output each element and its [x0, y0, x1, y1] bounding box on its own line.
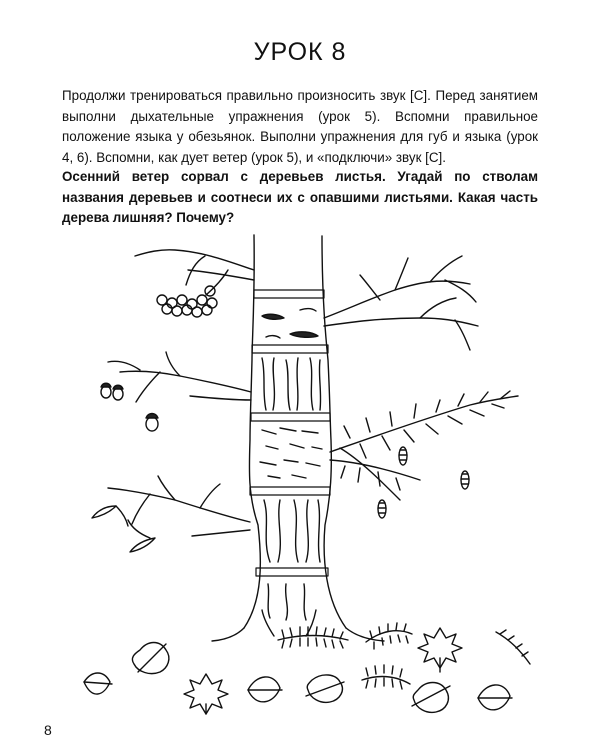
intro-paragraph: Продолжи тренироваться правильно произносить звук [С]. Перед занятием выполни дыхательные упражнения (урок 5). Вспомни правильное положение языка у обезьянок. Выполни упражнения для губ и языка (урок 4, 6). Вспомни, как дует ветер (урок 5), и «подключи» звук [С]. — [62, 88, 538, 165]
lesson-title: УРОК 8 — [253, 38, 347, 66]
page-number: 8 — [44, 722, 52, 738]
rowan-branch — [135, 250, 254, 317]
pine-branch — [330, 391, 518, 518]
pine-bark-section — [260, 428, 322, 478]
oak-branch — [101, 352, 251, 431]
birch-branch — [324, 256, 478, 350]
ash-bark-section — [268, 584, 306, 620]
fallen-leaves — [84, 623, 530, 714]
maple-bark-section — [264, 500, 320, 562]
oak-bark-section — [262, 358, 321, 410]
task-paragraph: Осенний ветер сорвал с деревьев листья. Угадай по стволам названия деревьев и соотнеси их с опавшими листьями. Какая часть дерева лишняя? Почему? — [62, 169, 538, 225]
birch-bark-section — [262, 309, 318, 338]
maple-branch — [92, 476, 250, 552]
tree-trunk — [212, 235, 384, 641]
